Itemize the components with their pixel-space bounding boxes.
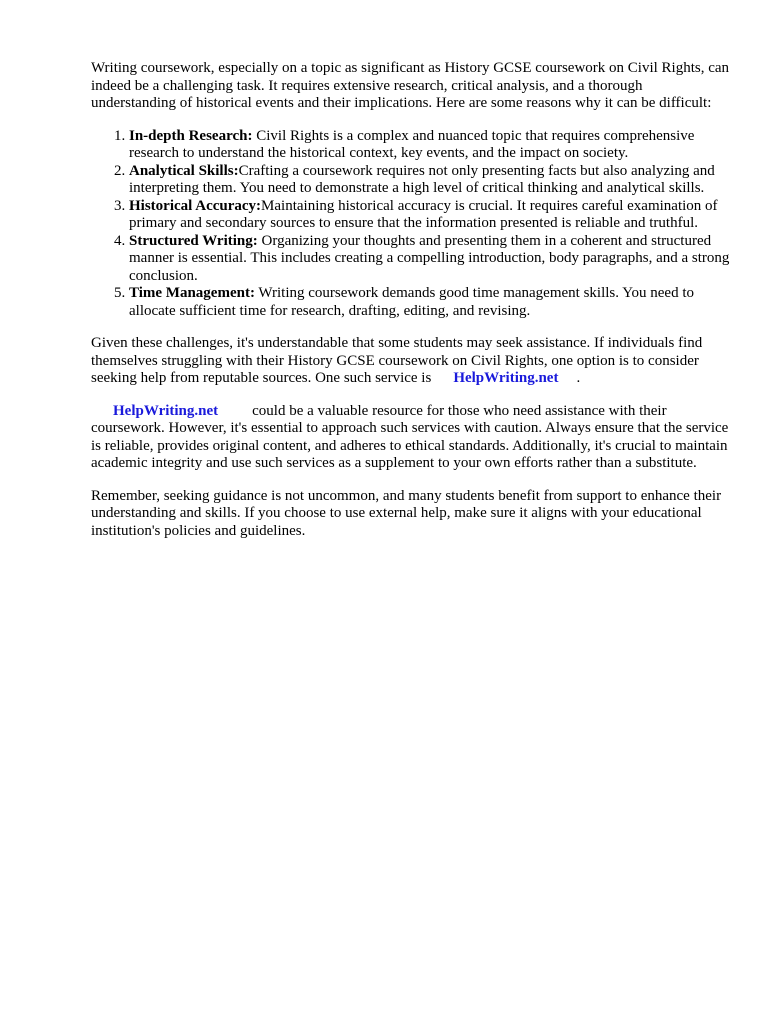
challenges-end: . — [576, 370, 581, 386]
reason-text: Crafting a coursework requires not only presenting facts but also analyzing and interpreting them. You need to demonstrate a high level of critical thinking and analytical skills. — [129, 162, 715, 196]
reason-text: Writing coursework demands good time management skills. You need to allocate sufficient time for research, drafting, editing, and revising. — [129, 285, 695, 319]
document-body — [91, 60, 731, 555]
challenges-paragraph — [91, 335, 731, 388]
resource-text: could be a valuable resource for those who need assistance with their coursework. However, it's essential to approach such services with caution. Always ensure that the service is reliable, provides original content, and adheres to ethical standards. Additionally, it's crucial to maintain academic integrity and use such services as a supplement to your own efforts rather than a substitute. — [91, 402, 729, 471]
reason-term: Time Management: — [129, 285, 255, 301]
reasons-list — [91, 128, 731, 321]
helpwriting-link-lead[interactable]: HelpWriting.net — [113, 402, 219, 419]
reason-text: Civil Rights is a complex and nuanced topic that requires comprehensive research to understand the historical context, key events, and the impact on society. — [129, 127, 695, 161]
list-item — [129, 128, 731, 163]
helpwriting-link[interactable]: HelpWriting.net — [453, 370, 559, 386]
list-item — [129, 198, 731, 233]
reason-text: Maintaining historical accuracy is crucial. It requires careful examination of primary and secondary sources to ensure that the information presented is reliable and truthful. — [129, 197, 718, 231]
intro-paragraph: Writing coursework, especially on a topic as significant as History GCSE coursework on Civil Rights, can indeed be a challenging task. It requires extensive research, critical analysis, and a thorough understanding of historical events and their implications. Here are some reasons why it can be difficult: — [91, 60, 730, 111]
reason-term: Historical Accuracy: — [129, 197, 262, 214]
reason-text: Organizing your thoughts and presenting them in a coherent and structured manner is essential. This includes creating a compelling introduction, body paragraphs, and a strong conclusion. — [129, 232, 730, 284]
resource-paragraph — [91, 403, 731, 473]
reason-term: In-depth Research: — [129, 127, 253, 144]
challenges-text: Given these challenges, it's understandable that some students may seek assistance. If individuals find themselves struggling with their History GCSE coursework on Civil Rights, one option is to consider seeking help from reputable sources. One such service is — [91, 335, 703, 386]
reason-term: Analytical Skills: — [129, 162, 239, 179]
list-item — [129, 233, 731, 286]
closing-paragraph: Remember, seeking guidance is not uncommon, and many students benefit from support to enhance their understanding and skills. If you choose to use external help, make sure it aligns with your educational institution's policies and guidelines. — [91, 487, 722, 539]
list-item — [129, 285, 731, 320]
list-item — [129, 163, 731, 198]
reason-term: Structured Writing: — [129, 232, 258, 249]
